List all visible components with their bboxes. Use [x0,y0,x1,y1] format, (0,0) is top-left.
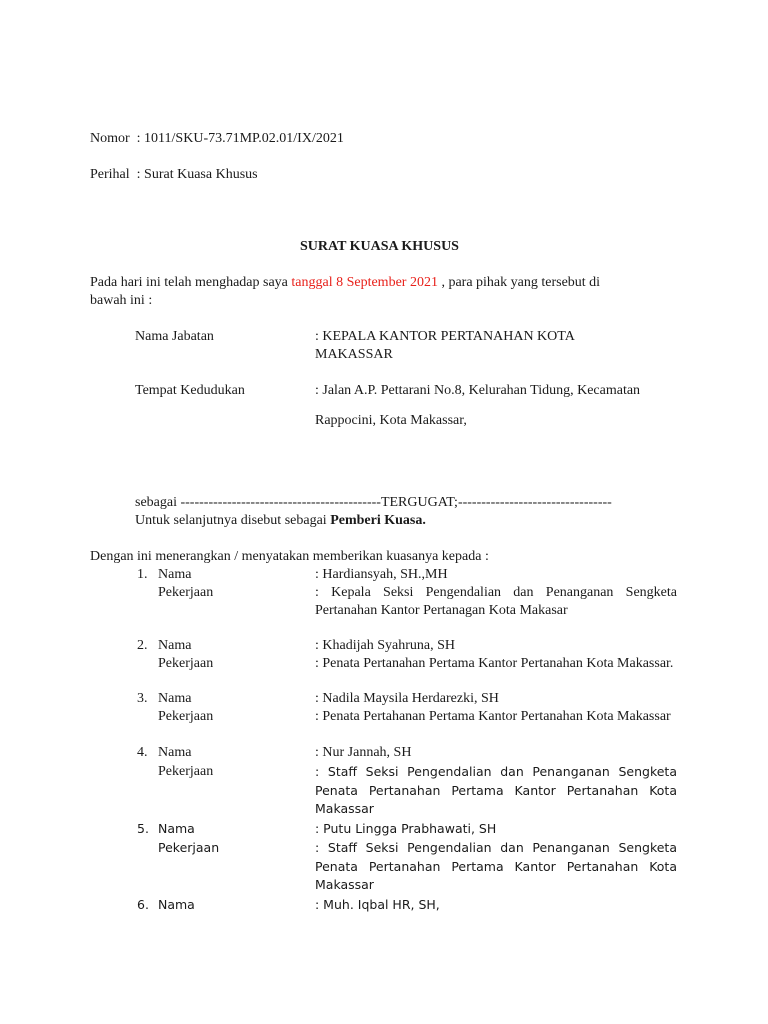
recipient-4-name-label: Nama [158,745,192,760]
recipient-1-name: : Hardiansyah, SH.,MH [315,567,448,582]
intro-before: Pada hari ini telah menghadap saya [90,275,292,290]
recipient-5-number: 5. [137,821,149,836]
recipient-3-job: : Penata Pertahanan Pertama Kantor Pertanahan Kota Makassar [315,709,671,724]
recipient-2-job: : Penata Pertanahan Pertama Kantor Pertanahan Kota Makassar. [315,656,674,671]
recipient-5-name: : Putu Lingga Prabhawati, SH [315,821,497,836]
recipient-3-job-label: Pekerjaan [158,709,214,724]
recipient-4-name: : Nur Jannah, SH [315,745,412,760]
recipient-2-number: 2. [137,638,148,653]
intro-date: tanggal 8 September 2021 [291,275,438,290]
subsequent-prefix: Untuk selanjutnya disebut sebagai [135,513,331,528]
intro-after: , para pihak yang tersebut di [437,275,601,290]
recipient-3-name-label: Nama [158,691,192,706]
recipient-4-job: : Staff Seksi Pengendalian dan Penanganan Sengketa Penata Pertanahan Pertama Kantor Pertanahan Kota Makassar [315,764,677,816]
jabatan-line-1: : KEPALA KANTOR PERTANAHAN KOTA [315,329,575,344]
recipient-6-name: : Muh. Iqbal HR, SH, [315,897,440,912]
recipient-5-job-label: Pekerjaan [158,840,220,855]
nomor-row [90,130,344,148]
recipient-1-job-label: Pekerjaan [158,585,214,600]
nomor-label: Nomor [90,131,130,146]
perihal-value: : Surat Kuasa Khusus [136,167,258,182]
kedudukan-line-2: Rappocini, Kota Makassar, [315,413,467,428]
role-line: sebagai -------------------------------------------TERGUGAT;--------------------------------- [135,495,612,510]
recipient-4-job-label: Pekerjaan [158,764,214,779]
recipient-1-job: : Kepala Seksi Pengendalian dan Penanganan Sengketa Pertanahan Kantor Pertanagan Kota Makasar [315,585,677,618]
perihal-label: Perihal [90,167,130,182]
recipient-2-job-label: Pekerjaan [158,656,214,671]
statement: Dengan ini menerangkan / menyatakan memberikan kuasanya kepada : [90,549,489,564]
pemberi-kuasa: Pemberi Kuasa. [330,513,426,528]
jabatan-label: Nama Jabatan [135,329,214,344]
perihal-row [90,166,258,184]
recipient-6-number: 6. [137,897,149,912]
subsequent-line [135,512,426,530]
recipient-2-name: : Khadijah Syahruna, SH [315,638,455,653]
recipient-1-number: 1. [137,567,148,582]
recipient-4-number: 4. [137,745,148,760]
nomor-value: : 1011/SKU-73.71MP.02.01/IX/2021 [136,131,344,146]
jabatan-line-2: MAKASSAR [315,347,393,362]
intro-line-1 [90,274,600,292]
recipient-3-number: 3. [137,691,148,706]
recipient-5-job: : Staff Seksi Pengendalian dan Penanganan Sengketa Penata Pertanahan Pertama Kantor Pertanahan Kota Makassar [315,840,677,892]
kedudukan-line-1: : Jalan A.P. Pettarani No.8, Kelurahan Tidung, Kecamatan [315,383,641,398]
recipient-1-name-label: Nama [158,567,192,582]
recipient-2-name-label: Nama [158,638,192,653]
document-title: SURAT KUASA KHUSUS [300,239,459,254]
intro-line-2: bawah ini : [90,293,153,308]
recipient-6-name-label: Nama [158,897,195,912]
kedudukan-label: Tempat Kedudukan [135,383,245,398]
recipient-3-name: : Nadila Maysila Herdarezki, SH [315,691,499,706]
recipient-5-name-label: Nama [158,821,195,836]
